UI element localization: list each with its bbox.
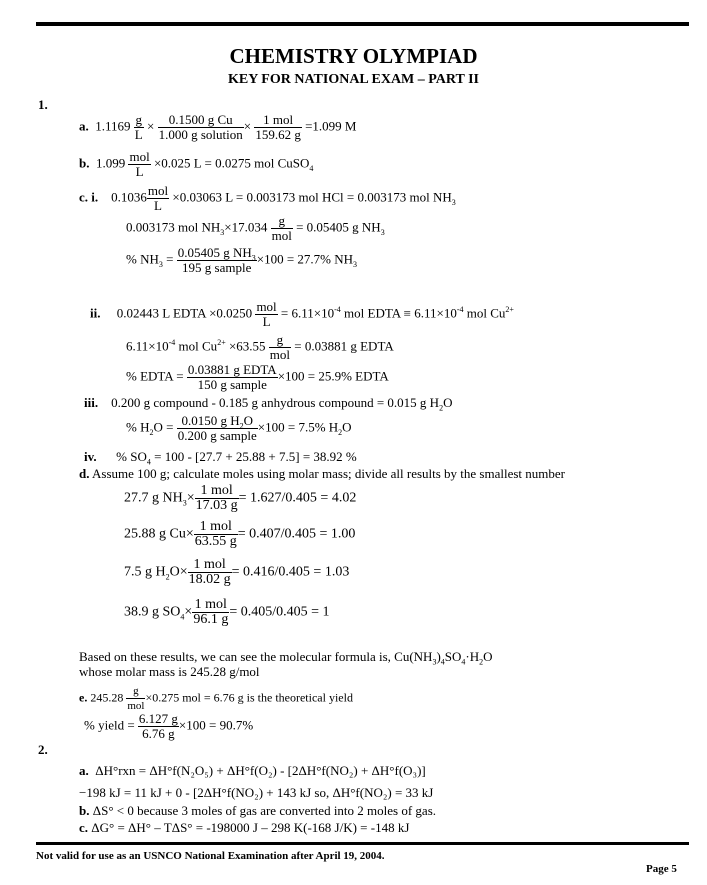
top-rule (36, 22, 689, 26)
q1d-row-lead: 25.88 g Cu (124, 526, 186, 542)
q1c-i-line2: 0.003173 mol $NH_3\times 17.034$ $\frac{g}{\text{mol}}$ = 0.05405 g $NH_3$ (126, 213, 385, 243)
q1a-frac1: $\frac{g}{L}$ (134, 112, 143, 142)
q1d-row-frac: $\frac{\text{1 mol}}{63.55 g}$ (194, 519, 237, 549)
q1d-row: 25.88 g Cu× $\frac{\text{1 mol}}{63.55 g}$ = 0.407/0.405 = 1.00 (124, 519, 356, 549)
q1d-row-lead: 38.9 g SO (124, 604, 181, 620)
q1d-row-lead: 7.5 g H (124, 564, 166, 580)
q1d-line: d. Assume 100 g; calculate moles using molar mass; divide all results by the smallest number (79, 466, 566, 481)
q1d-row-frac: $\frac{\text{1 mol}}{17.03 g}$ (195, 483, 238, 513)
q1a-result: =1.099 M (305, 118, 357, 134)
q1c-ii-line2: $6.11\times 10^{-4}$ mol $Cu^{2+} \times 63.55$ $\frac{g}{\text{mol}}$ = 0.03881 g EDTA (126, 332, 394, 362)
q1b-lead: 1.099 (95, 155, 126, 171)
q1b-line: b. 1.099 $\frac{\text{mol}}{L}$ ×0.025 L = 0.0275 mol CuSO$_4$ (79, 149, 314, 179)
q1d-row-result: = 0.416/0.405 = 1.03 (231, 564, 350, 580)
q1c-ii-line3: % EDTA = $\frac{\text{0.03881 g EDTA}}{\text{150 g sample}}$ ×100 = 25.9% EDTA (126, 362, 389, 392)
q1a-lead: 1.1169 (95, 118, 131, 134)
q1a-frac2: $\frac{\text{0.1500 g Cu}}{\text{1.000 g solution}}$ (158, 112, 243, 142)
page-subtitle: KEY FOR NATIONAL EXAM – PART II (227, 72, 479, 87)
q1d-row-result: = 0.405/0.405 = 1 (229, 604, 330, 620)
q1d-row: 7.5 g $H_2O\times$ $\frac{\text{1 mol}}{18.02 g}$ = 0.416/0.405 = 1.03 (124, 557, 350, 587)
q2b-line: b. ΔS° < 0 because 3 moles of gas are converted into 2 moles of gas. (79, 803, 437, 818)
q1d-row: 27.7 g $NH_3\times$ $\frac{\text{1 mol}}{17.03 g}$ = 1.627/0.405 = 4.02 (124, 483, 357, 513)
q1d-row-result: = 0.407/0.405 = 1.00 (237, 526, 356, 542)
q1d-row: 38.9 g $SO_4\times$ $\frac{\text{1 mol}}{96.1 g}$ = 0.405/0.405 = 1 (124, 597, 330, 627)
q1d-row-frac: $\frac{\text{1 mol}}{96.1 g}$ (193, 597, 229, 627)
bottom-rule (36, 842, 689, 845)
q1b-frac: $\frac{\text{mol}}{L}$ (129, 149, 150, 179)
q1e-line: e. 245.28 $\frac{g}{\text{mol}}$ ×0.275 mol = 6.76 g is the theoretical yield (79, 685, 353, 712)
q1d-conclusion-1: Based on these results, we can see the molecular formula is, $Cu(NH_3)_4SO_4\cdot H_2O$ (79, 649, 493, 667)
q1a-line: a. 1.1169 $\frac{g}{L}$ × $\frac{\text{0.1500 g Cu}}{\text{1.000 g solution}}$ × $\frac{\text{1 mol}}{159.62 g}$ =1.099 M (79, 112, 357, 142)
footer-note: Not valid for use as an USNCO National Examination after April 19, 2004. (36, 850, 385, 862)
page-title: CHEMISTRY OLYMPIAD (229, 44, 478, 68)
q1c-i-line3: % $NH_3$ = $\frac{0.05405 g NH_3}{\text{195 g sample}}$ ×100 = 27.7% $NH_3$ (126, 245, 358, 275)
q1c-i-label: c. i. (79, 189, 99, 205)
q1c-ii-line1: ii. 0.02443 L EDTA ×0.0250 $\frac{\text{mol}}{L}$ = $6.11\times 10^{-4}$ mol EDTA ≡ $6.11\times 10^{-4}$ mol $Cu^{2+}$ (90, 299, 514, 329)
q1b-rest: ×0.025 L = 0.0275 mol CuSO (153, 155, 310, 171)
q1c-iii-line1: iii. 0.200 g compound - 0.185 g anhydrous compound = 0.015 g $H_2O$ (84, 395, 453, 413)
q1d-conclusion-2: whose molar mass is 245.28 g/mol (79, 664, 260, 679)
q1d-row-result: = 1.627/0.405 = 4.02 (238, 490, 357, 506)
q2c-line: c. ΔG° = ΔH° – TΔS° = -198000 J – 298 K(-168 J/K) = -148 kJ (79, 820, 410, 835)
q1c-iii-line2: % $H_2O$ = $\frac{0.0150 g H_2O}{\text{0.200 g sample}}$ ×100 = 7.5% $H_2O$ (126, 413, 352, 443)
page-number: Page 5 (646, 863, 677, 875)
question-2-number: 2. (38, 742, 48, 757)
q1c-i-line1: c. i. 0.1036 $\frac{\text{mol}}{L}$ ×0.03063 L = 0.003173 mol HCl = 0.003173 mol $NH_3$ (79, 183, 456, 213)
q1e-yield: % yield = $\frac{6.127 g}{6.76 g}$ ×100 = 90.7% (84, 711, 254, 741)
q2a-line: a. ΔH°rxn = ΔH°f(N₂O₅) + ΔH°f(O₂) - [2ΔH°f(NO₂) + ΔH°f(O₃)] (79, 763, 426, 778)
q1a-label: a. (79, 118, 89, 134)
q1b-label: b. (79, 155, 90, 171)
q1d-row-frac: $\frac{\text{1 mol}}{18.02 g}$ (188, 557, 231, 587)
q1d-row-lead: 27.7 g NH (124, 490, 183, 506)
q2a-line2: −198 kJ = 11 kJ + 0 - [2ΔH°f(NO₂) + 143 kJ so, ΔH°f(NO₂) = 33 kJ (79, 785, 434, 800)
q1a-frac3: $\frac{\text{1 mol}}{159.62 g}$ (255, 112, 301, 142)
question-1-number: 1. (38, 97, 48, 112)
q1c-iv-line: iv. % $SO_4 = 100 - [27.7 + 25.88 + 7.5] = 38.92$ % (84, 449, 357, 467)
